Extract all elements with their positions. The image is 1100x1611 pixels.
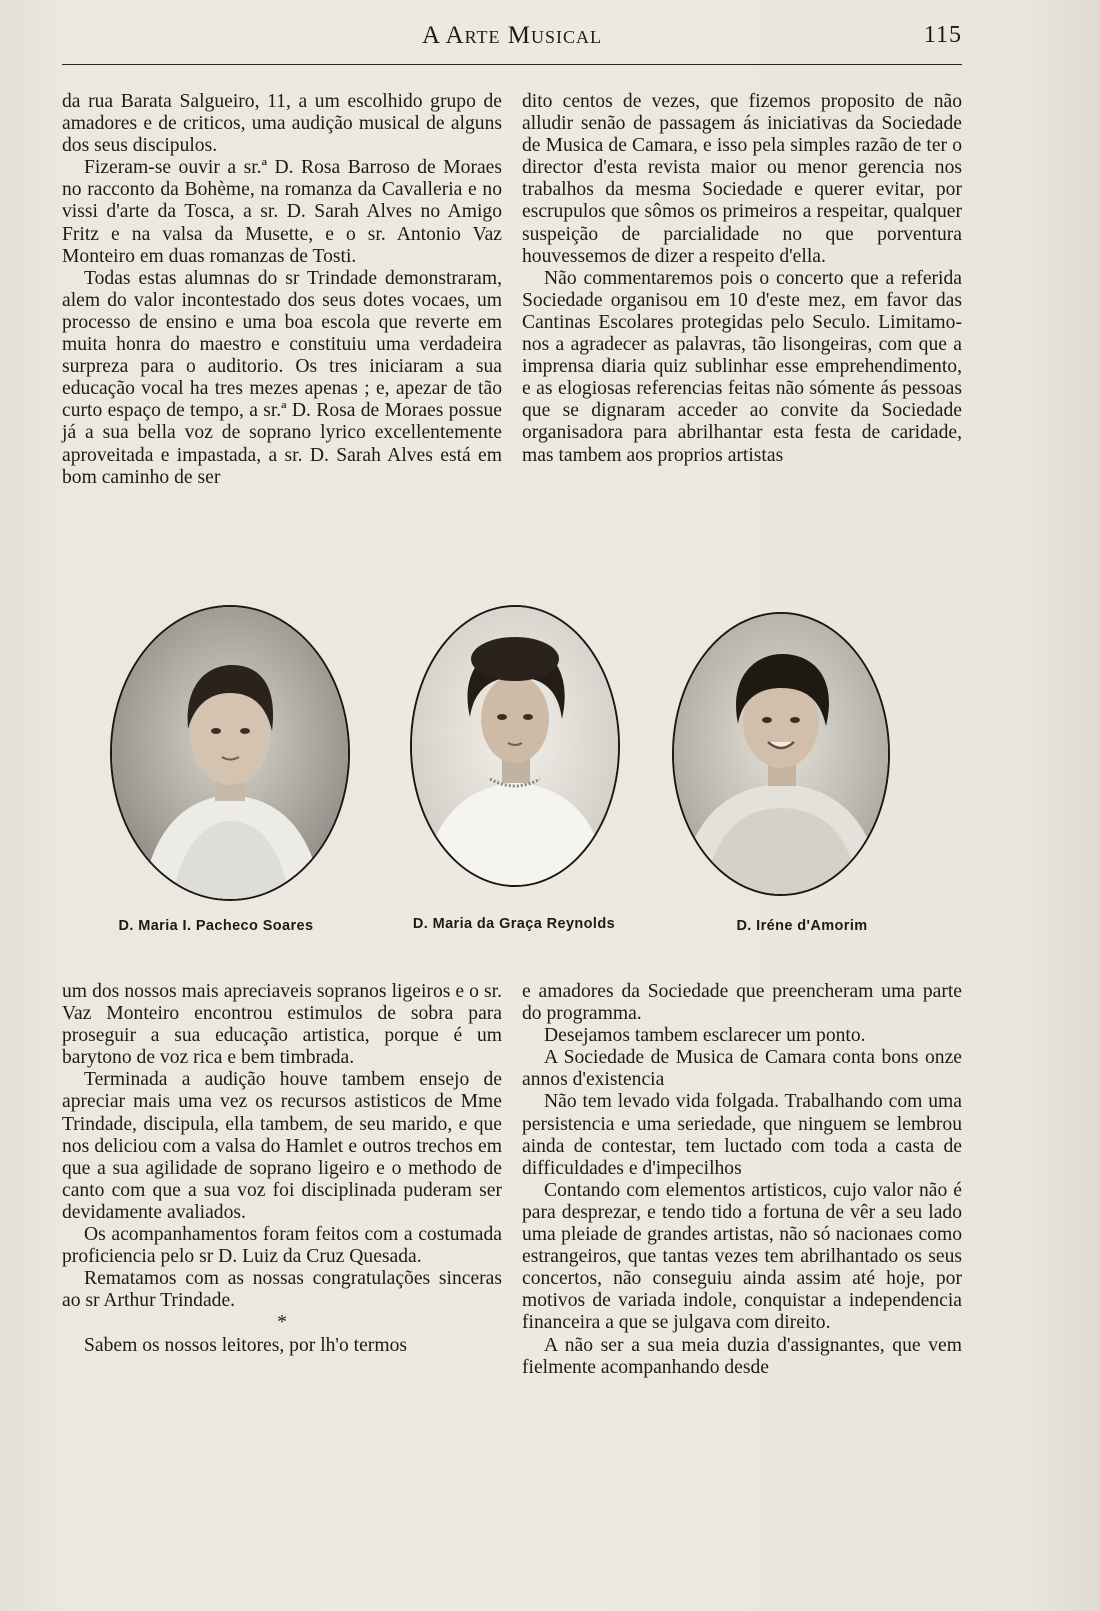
portrait-caption-2: D. Maria da Graça Reynolds: [412, 916, 616, 932]
portrait-caption-3: D. Iréne d'Amorim: [736, 918, 868, 934]
paragraph: Contando com elementos artisticos, cujo valor não é para desprezar, e tendo tido a fortuna de vêr a seu lado uma pleiade de grandes artistas, não só nacionaes como estrangeiros, que tantas vezes tem abrilhantado os seus concertos, não conseguiu ainda assim até hoje, por motivos de variada indole, conquistar a independencia financeira a que se julgava com direito.: [522, 1179, 962, 1334]
column-top-left: [62, 91, 502, 489]
paragraph: da rua Barata Salgueiro, 11, a um escolhido grupo de amadores e de criticos, uma audição musical de alguns dos seus discipulos.: [62, 91, 502, 157]
portrait-image-1: [112, 607, 348, 899]
portrait-photo-1: [110, 605, 350, 901]
portrait-image-3: [674, 614, 888, 894]
paragraph: Todas estas alumnas do sr Trindade demonstraram, alem do valor incontestado dos seus dotes vocaes, um processo de ensino e uma boa escola que reverte em muita honra do maestro e constituiu uma verdadeira surpreza para o auditorio. Os tres iniciaram a sua educação vocal ha tres mezes apenas ; e, apezar de tão curto espaço de tempo, a sr.ª D. Rosa de Moraes possue já a sua bella voz de soprano lyrico excellentemente aproveitada e impastada, a sr. D. Sarah Alves está em bom caminho de ser: [62, 267, 502, 488]
paragraph: Sabem os nossos leitores, por lh'o termos: [84, 1334, 407, 1356]
section-asterisk: *: [277, 1312, 287, 1334]
paragraph: Desejamos tambem esclarecer um ponto.: [544, 1025, 866, 1047]
column-bottom-right: [522, 981, 962, 1379]
paragraph: Rematamos com as nossas congratulações sinceras ao sr Arthur Trindade.: [62, 1268, 502, 1312]
paragraph: Não tem levado vida folgada. Trabalhando com uma persistencia e uma seriedade, que ninguem se lembrou ainda de contestar, tem luctado com toda a casta de difficuldades e d'impecilhos: [522, 1091, 962, 1179]
running-header: [62, 22, 962, 60]
paragraph: A não ser a sua meia duzia d'assignantes, que vem fielmente acompanhando desde: [522, 1334, 962, 1378]
header-rule: [62, 64, 962, 65]
paragraph: um dos nossos mais apreciaveis sopranos ligeiros e o sr. Vaz Monteiro encontrou estimulos de sobra para proseguir a sua educação artistica, porque é um barytono de voz rica e bem timbrada.: [62, 981, 502, 1069]
portrait-photo-2: [410, 605, 620, 887]
paragraph: Não commentaremos pois o concerto que a referida Sociedade organisou em 10 d'este mez, em favor das Cantinas Escolares protegidas pelo Seculo. Limitamo-nos a agradecer as palavras, tão lisongeiras, com que a imprensa diaria quiz sublinhar esse emprehendimento, e as elogiosas referencias feitas não sómente ás pessoas que se dignaram acceder ao convite da Sociedade organisadora para abrilhantar esta festa de caridade, mas tambem aos proprios artistas: [522, 267, 962, 466]
paragraph: Fizeram-se ouvir a sr.ª D. Rosa Barroso de Moraes no racconto da Bohème, na romanza da Cavalleria e no vissi d'arte da Tosca, a sr. D. Sarah Alves no Amigo Fritz e na valsa da Musette, e o sr. Antonio Vaz Monteiro em duas romanzas de Tosti.: [62, 157, 502, 267]
paragraph: Os acompanhamentos foram feitos com a costumada proficiencia pelo sr D. Luiz da Cruz Quesada.: [62, 1224, 502, 1268]
paragraph: A Sociedade de Musica de Camara conta bons onze annos d'existencia: [522, 1047, 962, 1091]
portrait-image-2: [412, 607, 618, 885]
paragraph: dito centos de vezes, que fizemos proposito de não alludir senão de passagem ás iniciativas da Sociedade de Musica de Camara, e isso pela simples razão de ter o director d'esta revista maior ou menor gerencia nos trabalhos da mesma Sociedade e querer evitar, por escrupulos que sômos os primeiros a respeitar, qualquer suspeição de parcialidade no que porventura houvessemos de dizer a respeito d'ella.: [522, 91, 962, 267]
column-bottom-left: [62, 981, 502, 1357]
paragraph: Terminada a audição houve tambem ensejo de apreciar mais uma vez os recursos astisticos de Mme Trindade, discipula, ella tambem, de seu marido, e que nos deliciou com a valsa do Hamlet e outros trechos em que a sua agilidade de soprano ligeiro e o methodo de canto com que a sua voz foi disciplinada puderam ser devidamente avaliados.: [62, 1069, 502, 1223]
column-top-right: [522, 91, 962, 467]
page-number: 115: [923, 22, 962, 48]
portrait-photo-3: [672, 612, 890, 896]
paragraph: e amadores da Sociedade que preencheram uma parte do programma.: [522, 981, 962, 1025]
magazine-title: A Arte Musical: [422, 22, 602, 49]
portrait-caption-1: D. Maria I. Pacheco Soares: [118, 918, 314, 934]
